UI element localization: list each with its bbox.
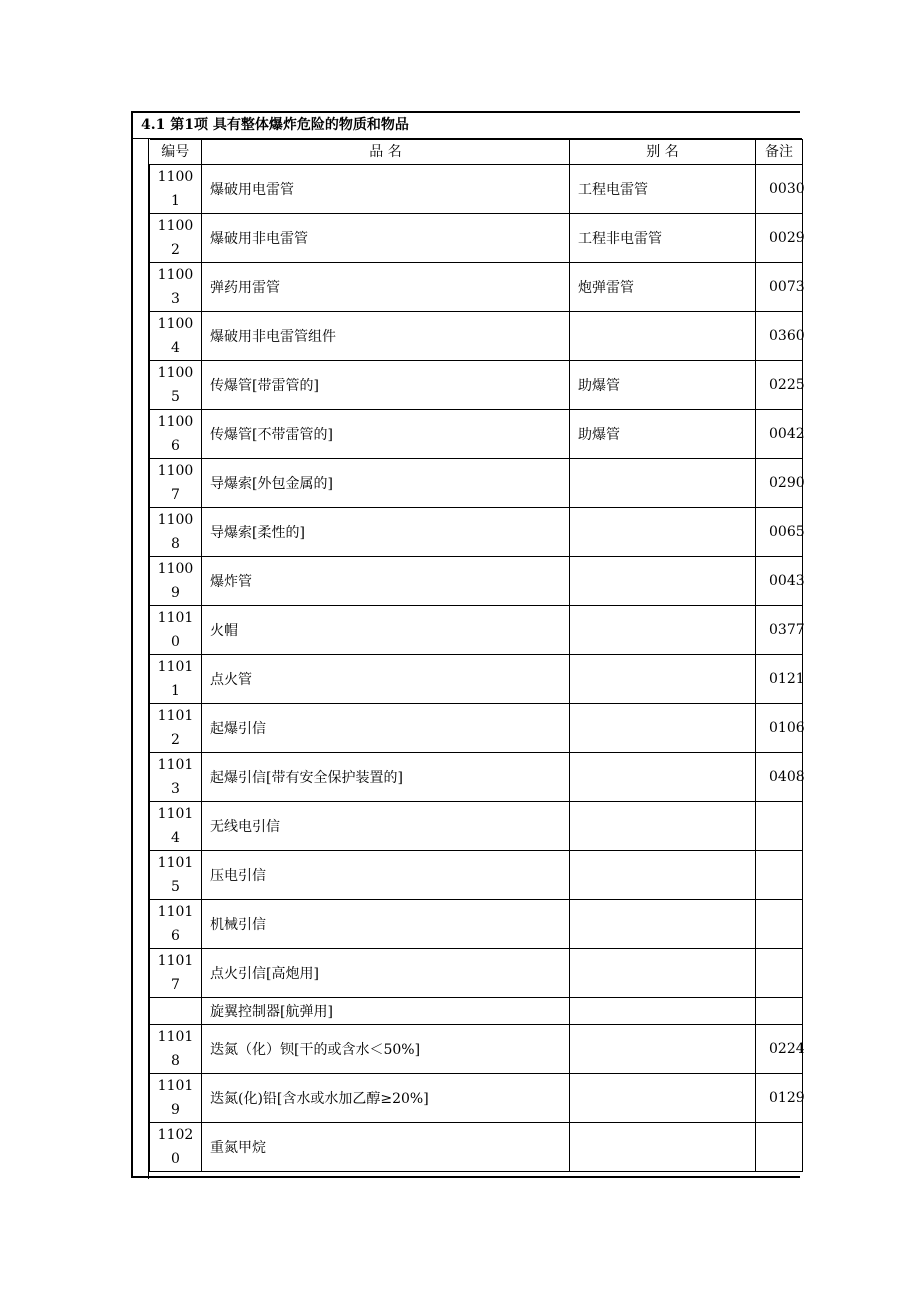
row-number-line-1: 1102 xyxy=(157,1127,194,1143)
table-row xyxy=(150,410,803,459)
row-note: 0377 xyxy=(756,606,803,655)
row-number-line-2: 2 xyxy=(171,732,180,748)
row-note: 0030 xyxy=(756,165,803,214)
row-alias: 助爆管 xyxy=(570,361,756,410)
row-number-line-2: 8 xyxy=(171,536,180,552)
row-alias xyxy=(570,508,756,557)
row-alias: 工程电雷管 xyxy=(570,165,756,214)
row-number-line-2: 2 xyxy=(171,242,180,258)
row-number xyxy=(150,361,202,410)
table-row xyxy=(150,851,803,900)
row-note xyxy=(756,949,803,998)
row-note: 0106 xyxy=(756,704,803,753)
row-note xyxy=(756,998,803,1025)
row-note: 0029 xyxy=(756,214,803,263)
row-alias: 工程非电雷管 xyxy=(570,214,756,263)
table-row xyxy=(150,753,803,802)
row-alias xyxy=(570,900,756,949)
row-number-line-2: 6 xyxy=(171,438,180,454)
row-alias xyxy=(570,802,756,851)
row-number xyxy=(150,410,202,459)
hazard-table-sheet xyxy=(131,111,805,1178)
row-alias xyxy=(570,1074,756,1123)
row-number-line-1: 1100 xyxy=(157,267,194,283)
row-note: 0360 xyxy=(756,312,803,361)
row-number xyxy=(150,312,202,361)
section-title: 4.1 第1项 具有整体爆炸危险的物质和物品 xyxy=(133,113,802,139)
row-name: 起爆引信 xyxy=(202,704,570,753)
row-number-line-2: 9 xyxy=(171,585,180,601)
left-margin-column xyxy=(133,139,149,1179)
row-note: 0073 xyxy=(756,263,803,312)
hazard-table xyxy=(149,139,803,1172)
row-note: 0408 xyxy=(756,753,803,802)
row-number xyxy=(150,949,202,998)
row-number xyxy=(150,851,202,900)
row-number-line-2: 6 xyxy=(171,928,180,944)
row-note: 0225 xyxy=(756,361,803,410)
row-number-line-2: 3 xyxy=(171,291,180,307)
table-row xyxy=(150,214,803,263)
row-number xyxy=(150,1074,202,1123)
row-number-line-1: 1100 xyxy=(157,365,194,381)
row-alias xyxy=(570,1123,756,1172)
row-alias xyxy=(570,998,756,1025)
row-alias xyxy=(570,851,756,900)
row-number-line-2: 1 xyxy=(171,683,180,699)
row-number-line-2: 1 xyxy=(171,193,180,209)
row-number-line-2: 0 xyxy=(171,634,180,650)
row-number-line-2: 9 xyxy=(171,1102,180,1118)
row-name: 爆破用电雷管 xyxy=(202,165,570,214)
row-note xyxy=(756,802,803,851)
row-note xyxy=(756,851,803,900)
table-row xyxy=(150,900,803,949)
row-number-line-1: 1101 xyxy=(157,953,194,969)
row-number-line-1: 1100 xyxy=(157,561,194,577)
row-number xyxy=(150,1025,202,1074)
row-number xyxy=(150,900,202,949)
row-number-line-1: 1101 xyxy=(157,806,194,822)
row-number-line-1: 1100 xyxy=(157,316,194,332)
row-number-line-2: 8 xyxy=(171,1053,180,1069)
row-alias xyxy=(570,557,756,606)
table-row xyxy=(150,949,803,998)
row-number-line-1: 1100 xyxy=(157,414,194,430)
row-name: 点火管 xyxy=(202,655,570,704)
row-number xyxy=(150,459,202,508)
row-number xyxy=(150,165,202,214)
row-number xyxy=(150,1123,202,1172)
header-name: 品 名 xyxy=(202,140,570,165)
row-number xyxy=(150,508,202,557)
table-row xyxy=(150,1074,803,1123)
row-alias xyxy=(570,606,756,655)
table-row xyxy=(150,802,803,851)
table-row xyxy=(150,263,803,312)
row-number-line-1: 1101 xyxy=(157,659,194,675)
row-number-line-1: 1100 xyxy=(157,512,194,528)
row-number-line-1: 1100 xyxy=(157,218,194,234)
row-name: 点火引信[高炮用] xyxy=(202,949,570,998)
row-number-line-2: 4 xyxy=(171,830,180,846)
row-number xyxy=(150,753,202,802)
row-note: 0121 xyxy=(756,655,803,704)
table-row xyxy=(150,704,803,753)
row-number-line-2: 5 xyxy=(171,879,180,895)
row-name: 传爆管[不带雷管的] xyxy=(202,410,570,459)
row-name: 爆炸管 xyxy=(202,557,570,606)
row-number-line-2: 5 xyxy=(171,389,180,405)
row-number-line-2: 3 xyxy=(171,781,180,797)
row-alias xyxy=(570,655,756,704)
row-number-line-1: 1101 xyxy=(157,855,194,871)
table-header-row xyxy=(150,140,803,165)
row-note xyxy=(756,900,803,949)
row-name: 火帽 xyxy=(202,606,570,655)
row-number xyxy=(150,704,202,753)
row-note: 0043 xyxy=(756,557,803,606)
row-alias xyxy=(570,753,756,802)
row-number-line-1: 1100 xyxy=(157,169,194,185)
row-name: 爆破用非电雷管 xyxy=(202,214,570,263)
row-name: 弹药用雷管 xyxy=(202,263,570,312)
header-number: 编号 xyxy=(150,140,202,165)
row-note: 0042 xyxy=(756,410,803,459)
row-number-line-2: 7 xyxy=(171,977,180,993)
table-row xyxy=(150,1025,803,1074)
row-name: 导爆索[外包金属的] xyxy=(202,459,570,508)
row-alias xyxy=(570,1025,756,1074)
table-row xyxy=(150,998,803,1025)
row-alias xyxy=(570,459,756,508)
row-number xyxy=(150,214,202,263)
table-row xyxy=(150,165,803,214)
table-row xyxy=(150,655,803,704)
row-note xyxy=(756,1123,803,1172)
row-note: 0129 xyxy=(756,1074,803,1123)
row-number xyxy=(150,998,202,1025)
row-alias xyxy=(570,312,756,361)
row-name: 起爆引信[带有安全保护装置的] xyxy=(202,753,570,802)
header-note: 备注 xyxy=(756,140,803,165)
table-row xyxy=(150,508,803,557)
row-name: 传爆管[带雷管的] xyxy=(202,361,570,410)
row-number xyxy=(150,655,202,704)
row-number-line-2: 0 xyxy=(171,1151,180,1167)
row-name: 旋翼控制器[航弹用] xyxy=(202,998,570,1025)
row-note: 0224 xyxy=(756,1025,803,1074)
row-name: 压电引信 xyxy=(202,851,570,900)
row-alias: 炮弹雷管 xyxy=(570,263,756,312)
row-number xyxy=(150,263,202,312)
row-number-line-2: 7 xyxy=(171,487,180,503)
row-note: 0290 xyxy=(756,459,803,508)
row-alias xyxy=(570,949,756,998)
row-note: 0065 xyxy=(756,508,803,557)
row-number xyxy=(150,606,202,655)
row-number-line-1: 1101 xyxy=(157,1029,194,1045)
row-number-line-1: 1101 xyxy=(157,1078,194,1094)
row-name: 机械引信 xyxy=(202,900,570,949)
row-name: 导爆索[柔性的] xyxy=(202,508,570,557)
row-number-line-1: 1101 xyxy=(157,757,194,773)
table-row xyxy=(150,557,803,606)
row-number-line-1: 1100 xyxy=(157,463,194,479)
row-alias: 助爆管 xyxy=(570,410,756,459)
row-name: 无线电引信 xyxy=(202,802,570,851)
row-name: 迭氮(化)铅[含水或水加乙醇≥20%] xyxy=(202,1074,570,1123)
row-number-line-1: 1101 xyxy=(157,708,194,724)
table-row xyxy=(150,361,803,410)
row-number xyxy=(150,557,202,606)
row-name: 迭氮（化）钡[干的或含水＜50%] xyxy=(202,1025,570,1074)
header-alias: 别 名 xyxy=(570,140,756,165)
row-name: 爆破用非电雷管组件 xyxy=(202,312,570,361)
table-row xyxy=(150,312,803,361)
row-number-line-2: 4 xyxy=(171,340,180,356)
row-alias xyxy=(570,704,756,753)
table-row xyxy=(150,606,803,655)
row-number-line-1: 1101 xyxy=(157,904,194,920)
row-number xyxy=(150,802,202,851)
row-number-line-1: 1101 xyxy=(157,610,194,626)
row-name: 重氮甲烷 xyxy=(202,1123,570,1172)
table-row xyxy=(150,459,803,508)
table-row xyxy=(150,1123,803,1172)
